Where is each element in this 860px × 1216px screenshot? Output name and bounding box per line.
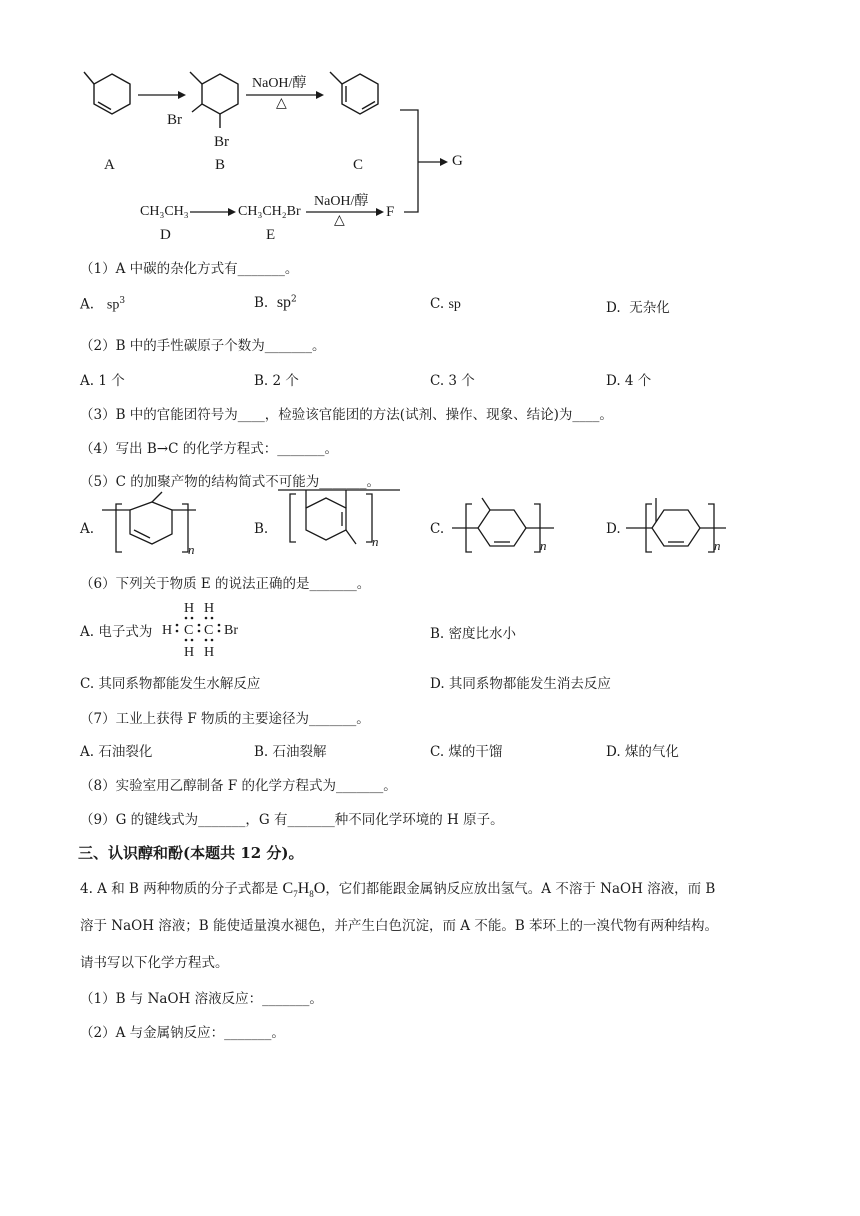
arrow-e-f xyxy=(306,207,386,217)
molecule-c-structure xyxy=(320,62,400,142)
question-4-line-1 xyxy=(80,880,715,903)
question-6-option-a[interactable] xyxy=(80,620,152,640)
question-1-option-b[interactable] xyxy=(254,294,297,312)
question-1-stem: （1）A 中碳的杂化方式有_______。 xyxy=(80,261,299,277)
question-7-option-d[interactable]: D. 煤的气化 xyxy=(606,744,679,760)
polymer-b-structure xyxy=(276,488,396,568)
question-7-stem: （7）工业上获得 F 物质的主要途径为_______。 xyxy=(80,711,370,727)
question-5-option-b[interactable]: B. xyxy=(254,521,269,537)
formula-d: CH₃CH₃ xyxy=(140,204,189,219)
question-2-option-c[interactable]: C. 3 个 xyxy=(430,373,475,389)
label-g: G xyxy=(452,153,463,169)
bracket-to-g xyxy=(400,106,460,216)
question-3-stem: （3）B 中的官能团符号为____，检验该官能团的方法(试剂、操作、现象、结论)为____。 xyxy=(80,407,613,423)
dot-h-bot-2: H xyxy=(204,645,215,660)
arrow-d-e xyxy=(190,207,240,217)
question-4-stem: （4）写出 B→C 的化学方程式：_______。 xyxy=(80,441,338,457)
question-5-option-d[interactable]: D. xyxy=(606,521,621,537)
bromine-label-2: Br xyxy=(214,134,229,150)
polymer-n: n xyxy=(372,534,379,549)
question-2-option-a[interactable]: A. 1 个 xyxy=(80,373,125,389)
option-letter: B. xyxy=(254,295,269,311)
dot-h-top-1: H xyxy=(184,601,195,616)
polymer-n: n xyxy=(188,542,195,557)
formula-h: H xyxy=(297,880,310,897)
condition-1-reagent: NaOH/醇 xyxy=(252,76,307,91)
condition-2-reagent: NaOH/醇 xyxy=(314,194,369,209)
label-b: B xyxy=(215,157,226,173)
formula-sub-8: 8 xyxy=(309,889,314,900)
option-letter: A. xyxy=(80,296,95,313)
section-3-title: 三、认识醇和酚(本题共 12 分)。 xyxy=(78,844,304,862)
dot-c-2: C xyxy=(204,623,214,638)
option-letter: D. xyxy=(606,300,621,316)
polymer-a-structure xyxy=(100,492,210,562)
condition-2-heat: △ xyxy=(334,213,345,228)
polymer-d-structure xyxy=(624,492,734,562)
formula-sub-7: 7 xyxy=(293,889,298,900)
dot-h-top-2: H xyxy=(204,601,215,616)
molecule-b-structure xyxy=(180,62,260,142)
question-5-option-a[interactable]: A. xyxy=(80,521,95,537)
question-2-stem: （2）B 中的手性碳原子个数为_______。 xyxy=(80,338,326,354)
option-text: 无杂化 xyxy=(629,300,670,316)
option-sup: 3 xyxy=(119,296,126,306)
molecule-a-structure xyxy=(80,62,160,142)
question-7-option-a[interactable]: A. 石油裂化 xyxy=(80,744,153,760)
question-4-line-3: 请书写以下化学方程式。 xyxy=(80,955,229,971)
dot-br: Br xyxy=(224,623,238,638)
formula-c: C xyxy=(282,880,294,897)
dot-c-1: C xyxy=(184,623,194,638)
question-1-option-a[interactable] xyxy=(80,296,125,314)
label-c: C xyxy=(353,157,364,173)
polymer-n: n xyxy=(714,538,721,553)
molecular-formula xyxy=(282,880,326,900)
question-6-stem: （6）下列关于物质 E 的说法正确的是_______。 xyxy=(80,576,371,592)
question-5-option-c[interactable]: C. xyxy=(430,521,445,537)
q4-text-a: 4. A 和 B 两种物质的分子式都是 xyxy=(80,881,283,897)
question-1-option-c[interactable] xyxy=(430,296,461,313)
option-sup: 2 xyxy=(291,294,297,305)
question-7-option-b[interactable]: B. 石油裂解 xyxy=(254,744,327,760)
option-text: sp xyxy=(276,294,292,311)
question-4-sub-1: （1）B 与 NaOH 溶液反应：_______。 xyxy=(80,991,323,1007)
condition-1-heat: △ xyxy=(276,96,287,111)
bromine-label-1: Br xyxy=(167,112,182,128)
label-e: E xyxy=(266,227,276,243)
question-2-option-b[interactable]: B. 2 个 xyxy=(254,373,299,389)
formula-e: CH₃CH₂Br xyxy=(238,204,301,219)
polymer-c-structure xyxy=(450,492,560,562)
question-5-stem: （5）C 的加聚产物的结构简式不可能为_______。 xyxy=(80,474,380,490)
option-text: sp xyxy=(448,297,461,312)
dot-h-left: H xyxy=(162,623,173,638)
question-1-option-d[interactable] xyxy=(606,296,670,316)
question-6-option-b[interactable]: B. 密度比水小 xyxy=(430,626,517,642)
question-6-option-d[interactable]: D. 其同系物都能发生消去反应 xyxy=(430,676,611,692)
label-d: D xyxy=(160,227,171,243)
polymer-n: n xyxy=(540,538,547,553)
label-f: F xyxy=(386,204,395,220)
question-8-stem: （8）实验室用乙醇制备 F 的化学方程式为_______。 xyxy=(80,778,397,794)
question-2-option-d[interactable]: D. 4 个 xyxy=(606,373,652,389)
q4-text-b: ，它们都能跟金属钠反应放出氢气。A 不溶于 NaOH 溶液，而 B xyxy=(325,881,716,897)
question-9-stem: （9）G 的键线式为_______，G 有_______种不同化学环境的 H 原子。 xyxy=(80,812,504,828)
dot-h-bot-1: H xyxy=(184,645,195,660)
question-7-option-c[interactable]: C. 煤的干馏 xyxy=(430,744,503,760)
electron-dot-formula xyxy=(160,598,250,658)
question-4-sub-2: （2）A 与金属钠反应：_______。 xyxy=(80,1025,285,1041)
option-letter: C. xyxy=(430,296,445,312)
label-a: A xyxy=(104,157,115,173)
formula-o: O xyxy=(313,880,326,897)
option-text: sp xyxy=(106,297,120,313)
question-6-option-c[interactable]: C. 其同系物都能发生水解反应 xyxy=(80,676,261,692)
option-a-text: A. 电子式为 xyxy=(80,624,153,640)
question-4-line-2: 溶于 NaOH 溶液；B 能使适量溴水褪色，并产生白色沉淀，而 A 不能。B 苯环上的一溴代物有两种结构。 xyxy=(80,918,719,934)
